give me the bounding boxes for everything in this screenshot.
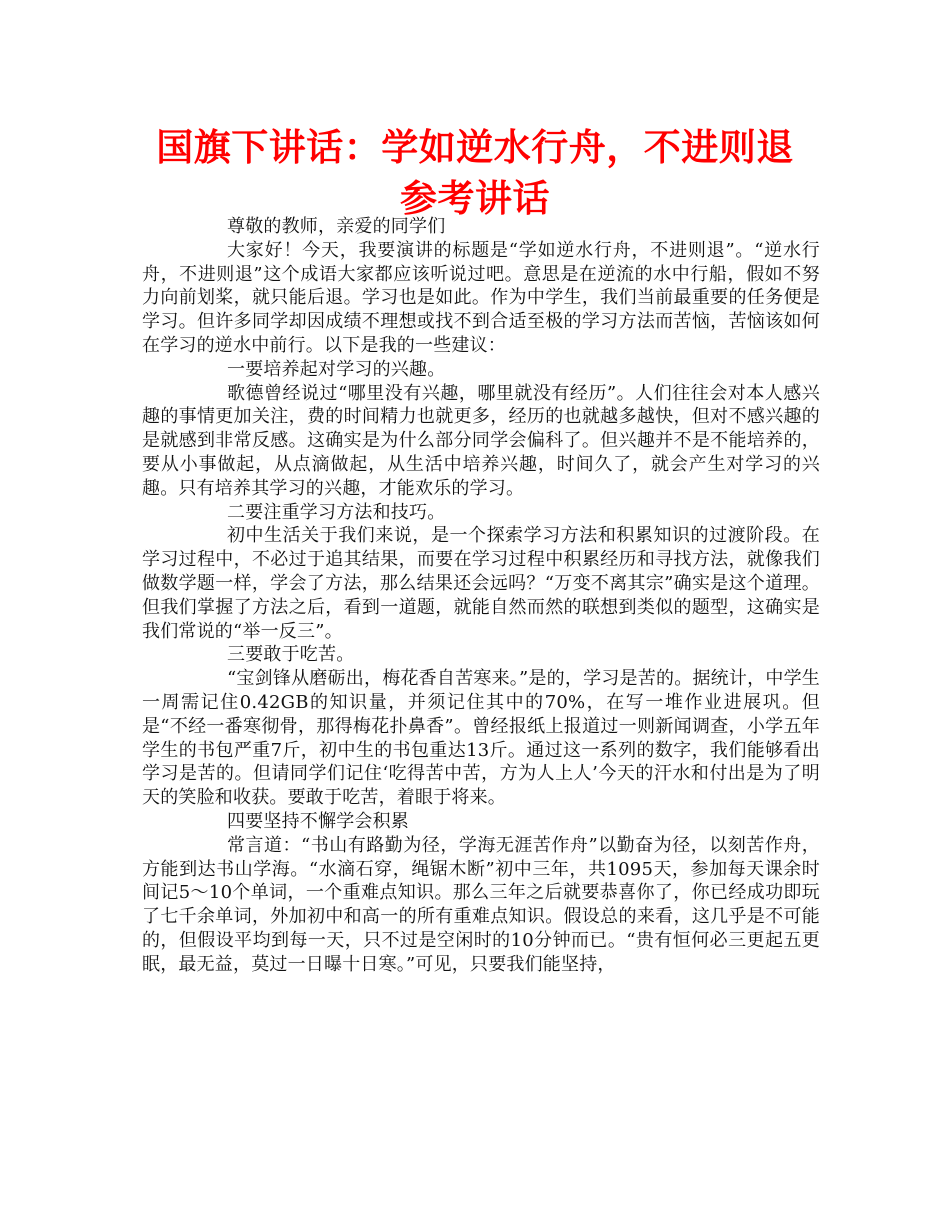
heading-point-3: 三要敢于吃苦。	[227, 644, 355, 666]
paragraph-point-1: 歌德曾经说过“哪里没有兴趣，哪里就没有经历”。人们往往会对本人感兴趣的事情更加关注，费的时间精力也就更多，经历的也就越多越快，但对不感兴趣的是就感到非常反感。这确实是为什么部分同学会偏科了。但兴趣并不是不能培养的，要从小事做起，从点滴做起，从生活中培养兴趣，时间久了，就会产生对学习的兴趣。只有培养其学习的兴趣，才能欢乐的学习。	[142, 382, 820, 499]
heading-point-4: 四要坚持不懈学会积累	[227, 810, 409, 832]
paragraph-point-3: “宝剑锋从磨砺出，梅花香自苦寒来。”是的，学习是苦的。据统计，中学生一周需记住0.42GB的知识量，并须记住其中的70%，在写一堆作业进展巩。但是“不经一番寒彻骨，那得梅花扑鼻香”。曾经报纸上报道过一则新闻调查，小学五年学生的书包严重7斤，初中生的书包重达13斤。通过这一系列的数字，我们能够看出学习是苦的。但请同学们记住‘吃得苦中苦，方为人上人’今天的汗水和付出是为了明天的笑脸和收获。要敢于吃苦，着眼于将来。	[142, 668, 820, 809]
document-title: 国旗下讲话：学如逆水行舟，不进则退参考讲话	[156, 126, 794, 220]
paragraph-point-2: 初中生活关于我们来说，是一个探索学习方法和积累知识的过渡阶段。在学习过程中，不必过于追其结果，而要在学习过程中积累经历和寻找方法，就像我们做数学题一样，学会了方法，那么结果还会远吗？“万变不离其宗”确实是这个道理。但我们掌握了方法之后，看到一道题，就能自然而然的联想到类似的题型，这确实是我们常说的“举一反三”。	[142, 525, 820, 642]
heading-point-2: 二要注重学习方法和技巧。	[227, 501, 446, 523]
document-body	[142, 215, 820, 977]
paragraph-intro: 大家好！今天，我要演讲的标题是“学如逆水行舟，不进则退”。“逆水行舟，不进则退”这个成语大家都应该听说过吧。意思是在逆流的水中行船，假如不努力向前划桨，就只能后退。学习也是如此。作为中学生，我们当前最重要的任务便是学习。但许多同学却因成绩不理想或找不到合适至极的学习方法而苦恼，苦恼该如何在学习的逆水中前行。以下是我的一些建议：	[142, 239, 820, 356]
paragraph-point-4: 常言道：“书山有路勤为径，学海无涯苦作舟”以勤奋为径，以刻苦作舟，方能到达书山学海。“水滴石穿，绳锯木断”初中三年，共1095天，参加每天课余时间记5～10个单词，一个重难点知识。那么三年之后就要恭喜你了，你已经成功即玩了七千余单词，外加初中和高一的所有重难点知识。假设总的来看，这几乎是不可能的，但假设平均到每一天，只不过是空闲时的10分钟而已。“贵有恒何必三更起五更眠，最无益，莫过一日曝十日寒。”可见，只要我们能坚持，	[142, 834, 820, 975]
heading-point-1: 一要培养起对学习的兴趣。	[227, 358, 446, 380]
salutation: 尊敬的教师，亲爱的同学们	[227, 216, 446, 237]
